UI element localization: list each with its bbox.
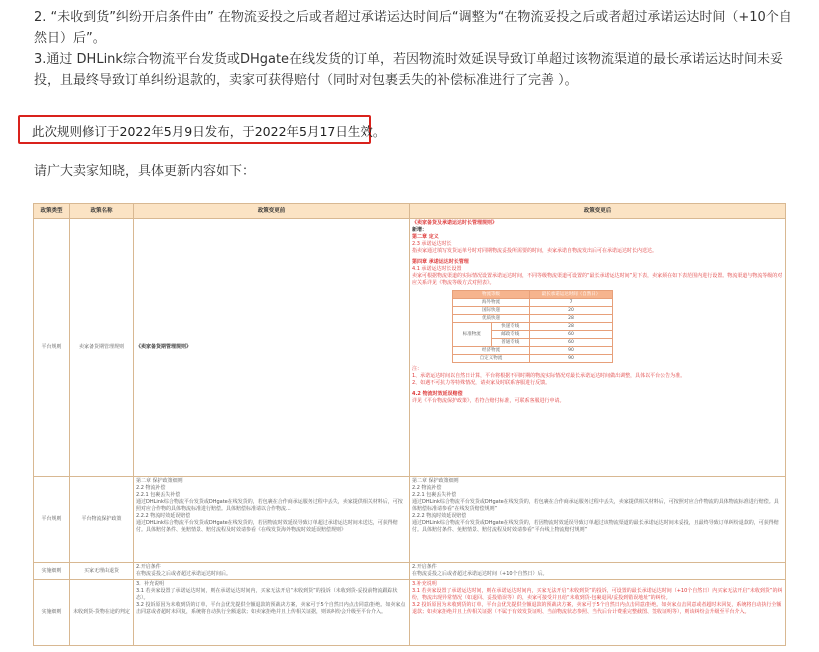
grade-days: 60 xyxy=(530,339,613,347)
after-add: 新增： xyxy=(412,227,428,233)
cell-after: 3.补充说明 3.1 若卖家设置了承诺运达时间，则在承诺运达时间内，买家无法开启“未收到货”的投诉，可设置的最长承诺运达时间（+10个自然日）内买家无法开启“未收到货”的纠纷，物流出现异常情况（如退回、妥投错误等）的，卖家可接受并且给“未收到货-包裹退回/妥投到错误地址”的纠纷。 3.2 投诉原因为未收到货的订单，平台会优先提供全额退款的预裁决方案，卖家可于5个自然日内点击同意/拒绝。如卖家点击同意或者超时未回复，系统将自动执行全额退款；如卖家拒绝并且上传相关证据（不属于有效发货证明、当前物流状态参照、当代后台计费重完整截图、签收证明等），则该纠纷会升级至平台介入。 xyxy=(410,580,786,646)
header-before: 政策变更前 xyxy=(134,204,410,219)
cell-type: 平台规则 xyxy=(34,219,70,477)
grade-header-days: 最长承诺运达时间（自然日） xyxy=(530,291,613,299)
cell-type: 实施细则 xyxy=(34,563,70,580)
grade-name: 优质快递 xyxy=(453,315,530,323)
grade-days: 60 xyxy=(530,331,613,339)
table-row xyxy=(34,219,786,477)
grade-name: 快递专线 xyxy=(491,323,530,331)
grade-days: 28 xyxy=(530,315,613,323)
after-s41: 4.1 承诺运达时长设置 xyxy=(412,266,462,272)
cell-name: 平台物流保护政策 xyxy=(70,477,134,563)
after-ch2: 第二章 定义 xyxy=(412,234,439,240)
paragraph-rule-2: 2. “未收到货”纠纷开启条件由” 在物流妥投之后或者超过承诺运达时间后“调整为“在物流妥投之后或者超过承诺运达时间（+10个自然日）后”。 xyxy=(34,10,792,46)
cell-after: 2.开启条件 在物流妥投之后或者超过承诺运达时间（+10个自然日）后。 xyxy=(410,563,786,580)
after-def-title: 2.3 承诺运达时长 xyxy=(412,241,452,247)
header-policy-name: 政策名称 xyxy=(70,204,134,219)
cell-type: 实施细则 xyxy=(34,580,70,646)
grade-name: 国际快递 xyxy=(453,307,530,315)
grade-name: 经济物流 xyxy=(453,347,530,355)
after-s41-text: 卖家可根据物流渠道的实际情况设置承诺运达时间，不同等级物流渠道可设置的“最长承诺运达时间”见下表，卖家须在如下表范围内进行设置。物流渠道与物流等级的对应关系详见《物流等级方式对照表》。 xyxy=(412,273,783,286)
cell-after: 第二章 保护政策细则 2.2 物流补偿 2.2.1 包裹丢失补偿 通过DHLink综合物流平台发货或DHgate在线发货的，若包裹在合作商承运服务过程中丢失，卖家提供相关材料后，可按照对应合作物流的具体物流标准进行赔偿。具体赔偿标准请参看“在线发货赔偿规则” 2.2.2 物流时效延误赔偿 通过DHLink综合物流平台发货或DHgate在线发货的，若因物流时效延误导致订单超过该物流渠道的最长承诺运达时间未妥投，且最终导致订单纠纷退款的，可获得赔付。具体赔付条件、免赔情景、赔付流程及时效请参看“平台线上物流赔付规则” xyxy=(410,477,786,563)
effective-date-notice xyxy=(18,115,386,144)
table-header-row xyxy=(34,204,786,219)
grade-days: 20 xyxy=(530,307,613,315)
notice-text: 此次规则修订于2022年5月9日发布，于2022年5月17日生效。 xyxy=(32,124,386,139)
table-row xyxy=(34,580,786,646)
policy-change-table xyxy=(33,203,786,646)
grade-name: 自定义物流 xyxy=(453,355,530,363)
grade-name: 海外物流 xyxy=(453,299,530,307)
paragraph-intro: 请广大卖家知晓，具体更新内容如下： xyxy=(34,164,256,179)
cell-name: 买家无理由退货 xyxy=(70,563,134,580)
grade-days: 28 xyxy=(530,323,613,331)
cell-after xyxy=(410,219,786,477)
cell-before: 2.开启条件 在物流妥投之后或者超过承诺运达时间后。 xyxy=(134,563,410,580)
cell-before: 3．补充说明 3.1 若卖家设置了承诺运达时间，则在承诺运达时间内，买家无法开启“未收到货”的投诉（未收到货-妥投前物流跟踪状态）。 3.2 投诉原因为未收到货的订单，平台会优先提供全额退款的预裁决方案，卖家可于5个自然日内点击同意/拒绝。如卖家点击同意或者超时未回复，系统将自动执行全额退款；如卖家拒绝并且上传相关证据，则该纠纷会升级至平台介入。 xyxy=(134,580,410,646)
grade-group: 标准物流 xyxy=(453,323,492,347)
grade-days: 90 xyxy=(530,347,613,355)
after-title: 《卖家备货及承诺运达时长管理规则》 xyxy=(412,220,498,226)
after-s42: 4.2 物流时效延误赔偿 xyxy=(412,391,463,397)
grade-header-level: 物流等级 xyxy=(453,291,530,299)
after-ch4: 第四章 承诺运达时长管理 xyxy=(412,259,469,265)
grade-name: 邮政专线 xyxy=(491,331,530,339)
after-notes: 注： 1、承诺运达时间以自然日计算，平台将根据不同时期的物流实际情况对最长承诺运达时间做出调整，具体以平台公告为准。 2、如遇不可抗力等特殊情况，请卖家及时联系客服进行反馈。 xyxy=(412,366,686,386)
cell-before: 第二章 保护政策细则 2.2 物流补偿 2.2.1 包裹丢失补偿 通过DHLink综合物流平台发货或DHgate在线发货的，若包裹在合作商承运服务过程中丢失，卖家提供相关材料后，可按照对应合作物的具体物流标准进行赔偿。具体赔偿标准请以合作物流... 2.2.2 物流时效延误赔偿 通过DHLink综合物流平台发货或DHgate在线发货的，若因物流时效延误导致订单超过承诺运达时间未送达，可获得赔付。具体赔付条件、免赔情景、赔付流程及时效请参看《在线发货海外物流时效延误赔偿规则》 xyxy=(134,477,410,563)
after-def-text: 指卖家通过填写发货运单号时对同期物流妥投所需要的时间，卖家承诺自物流发出后可在承诺运达时长内送达。 xyxy=(412,248,658,254)
table-row xyxy=(34,563,786,580)
grade-days: 90 xyxy=(530,355,613,363)
grade-days: 7 xyxy=(530,299,613,307)
paragraph-rule-3: 3.通过 DHLink综合物流平台发货或DHgate在线发货的订单，若因物流时效延误导致订单超过该物流渠道的最长承诺运达时间未妥投，且最终导致订单纠纷退款的，卖家可获得赔付（同时对包裹丢失的补偿标准进行了完善 ）。 xyxy=(34,52,784,88)
cell-name: 未收到货-货物在途的判定 xyxy=(70,580,134,646)
cell-before: 《卖家备货期管理规则》 xyxy=(134,219,410,477)
grade-name: 普通专线 xyxy=(491,339,530,347)
cell-type: 平台规则 xyxy=(34,477,70,563)
header-policy-type: 政策类型 xyxy=(34,204,70,219)
after-s42-text: 详见《平台物流保护政策》，若符合赔付标准，可联系客服进行申请。 xyxy=(412,398,565,404)
grade-table xyxy=(452,290,613,363)
table-row xyxy=(34,477,786,563)
header-after: 政策变更后 xyxy=(410,204,786,219)
cell-name: 卖家备货期管理规则 xyxy=(70,219,134,477)
